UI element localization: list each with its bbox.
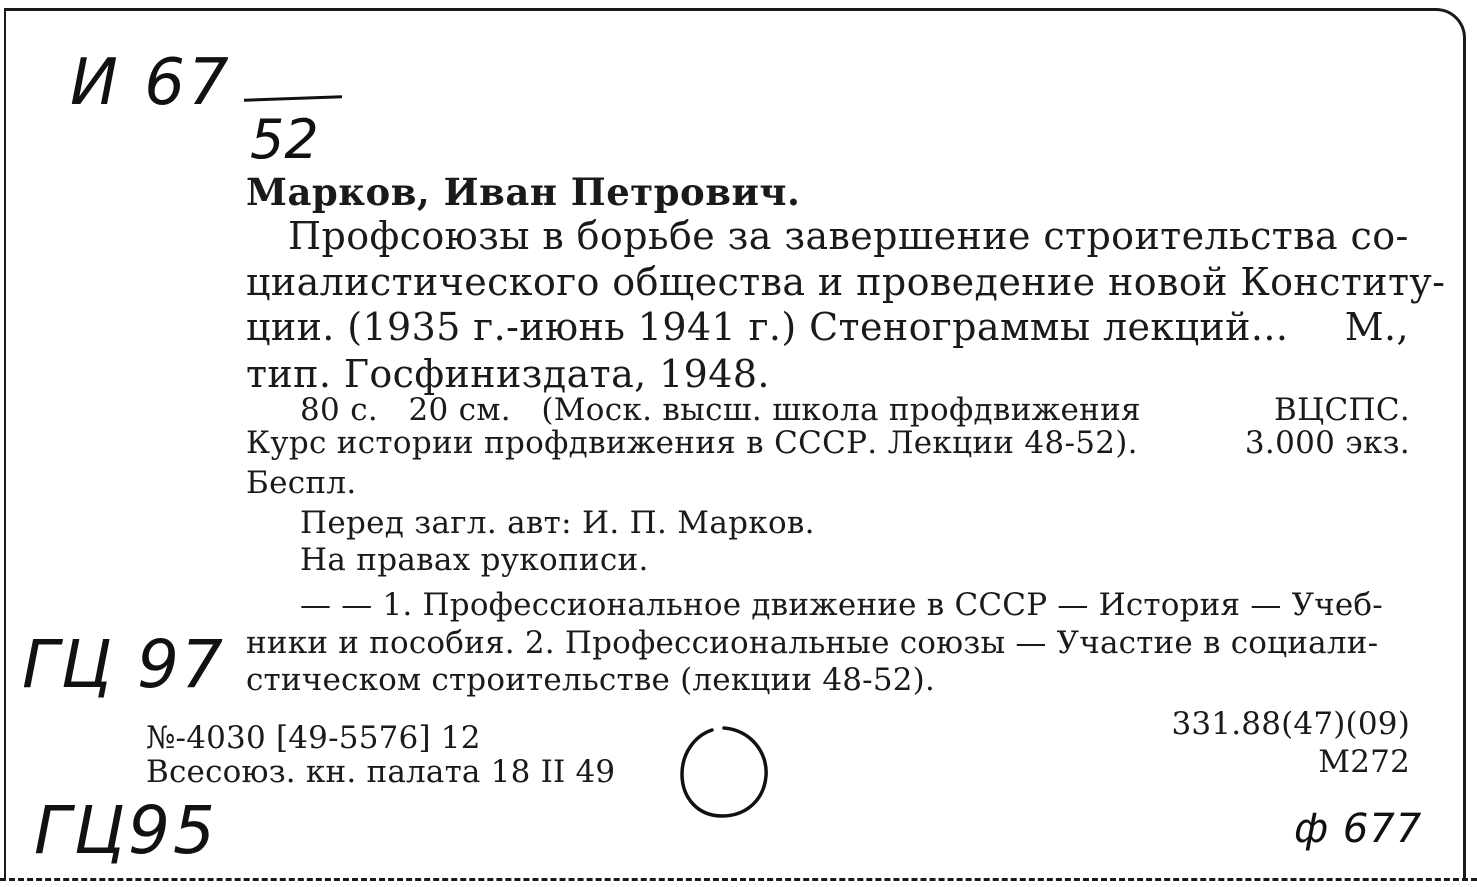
handwritten-shelf-mark: ГЦ 97 xyxy=(22,626,225,703)
physical-description-end: ВЦСПС. xyxy=(1274,392,1410,428)
rights-note: На правах рукописи. xyxy=(300,542,649,578)
classification-index: 331.88(47)(09) xyxy=(1171,706,1410,742)
series-statement xyxy=(246,425,1410,461)
cutter-number: М272 xyxy=(1318,744,1410,780)
book-chamber-imprint: Всесоюз. кн. палата 18 II 49 xyxy=(146,754,616,790)
publisher-line: тип. Госфиниздата, 1948. xyxy=(246,352,770,396)
title-line-text: ции. (1935 г.-июнь 1941 г.) Стенограммы лекций... xyxy=(246,305,1289,349)
handwritten-inventory-mark: ф 677 xyxy=(1294,806,1423,852)
title-line: циалистического общества и проведение новой Конститу- xyxy=(246,260,1446,304)
handwritten-shelf-mark: ГЦ95 xyxy=(34,792,218,869)
series-statement-text: Курс истории профдвижения в СССР. Лекции 48-52). xyxy=(246,425,1138,461)
title-line xyxy=(246,305,1409,349)
print-run: 3.000 экз. xyxy=(1244,425,1410,461)
record-number: №-4030 [49-5576] 12 xyxy=(146,720,481,756)
physical-description-text: 80 с. 20 см. (Моск. высш. школа профдвижения xyxy=(300,392,1141,428)
author-note: Перед загл. авт: И. П. Марков. xyxy=(300,505,815,541)
price-note: Беспл. xyxy=(246,465,357,501)
subject-heading-line: ники и пособия. 2. Профессиональные союзы — Участие в социали- xyxy=(246,625,1379,661)
handwritten-class-denominator: 52 xyxy=(250,108,319,171)
handwritten-class-number: И 67 xyxy=(70,46,232,120)
publication-place: М., xyxy=(1344,305,1409,349)
card-bottom-edge xyxy=(0,878,1477,881)
subject-heading-line: — — 1. Профессиональное движение в СССР — История — Учеб- xyxy=(300,587,1383,623)
physical-description xyxy=(300,392,1410,428)
subject-heading-line: стическом строительстве (лекции 48-52). xyxy=(246,662,936,698)
author-heading: Марков, Иван Петрович. xyxy=(246,170,801,214)
title-line: Профсоюзы в борьбе за завершение строительства со- xyxy=(288,214,1409,258)
punched-hole-circle xyxy=(676,724,772,820)
